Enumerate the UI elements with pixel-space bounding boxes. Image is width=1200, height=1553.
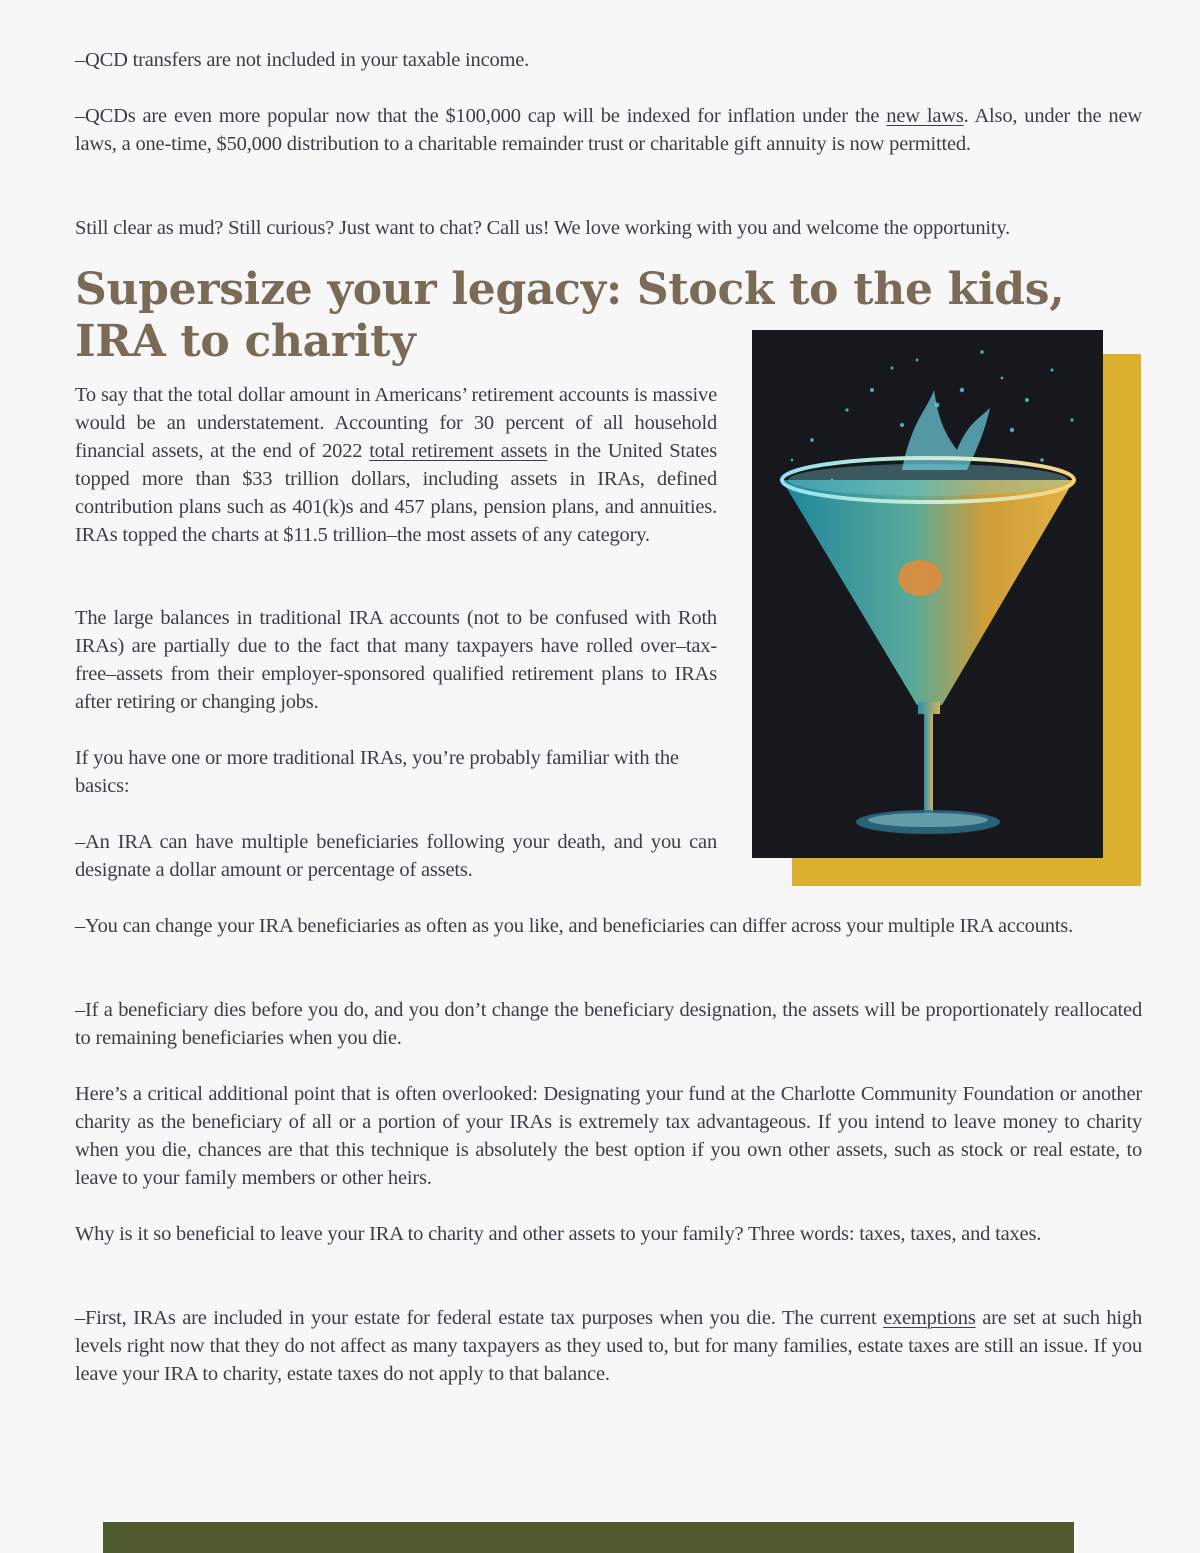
beneficiary-dies-paragraph: –If a beneficiary dies before you do, and you don’t change the beneficiary designation, the assets will be proportionately reallocated to remaining beneficiaries when you die.: [75, 999, 1142, 1049]
estate-tax-paragraph: [75, 1304, 1142, 1388]
retirement-assets-text-b: in the United States topped more than $33 trillion dollars, including assets in IRAs, defined contribution plans such as 401(k)s and 457 plans, pension plans, and annuities. IRAs topped the charts at $11.5 trillion–the most assets of any category.: [75, 440, 717, 546]
multiple-beneficiaries-paragraph: –An IRA can have multiple beneficiaries following your death, and you can designate a dollar amount or percentage of assets.: [75, 831, 717, 881]
article-figure: [752, 330, 1142, 886]
call-us-paragraph: Still clear as mud? Still curious? Just want to chat? Call us! We love working with you and welcome the opportunity.: [75, 217, 1011, 239]
qcd-inflation-text-a: –QCDs are even more popular now that the $100,000 cap will be indexed for inflation under the: [75, 105, 887, 127]
why-beneficial-paragraph: Why is it so beneficial to leave your IRA to charity and other assets to your family? Three words: taxes, taxes, and taxes.: [75, 1223, 1042, 1245]
retirement-assets-text-a: To say that the total dollar amount in Americans’ retirement accounts is massive would be an understatement. Accounting for 30 percent of all household financial assets, at the end of 2022: [75, 384, 717, 462]
article-title: Supersize your legacy: Stock to the kids, IRA to charity: [75, 264, 1065, 367]
footer-color-bar: [103, 1522, 1074, 1553]
martini-glass-icon: [752, 330, 1103, 858]
exemptions-link[interactable]: exemptions: [883, 1307, 976, 1329]
traditional-ira-balances-paragraph: The large balances in traditional IRA accounts (not to be confused with Roth IRAs) are partially due to the fact that many taxpayers have rolled over–tax-free–assets from their employer-sponsored qualified retirement plans to IRAs after retiring or changing jobs.: [75, 607, 717, 713]
change-beneficiaries-paragraph: –You can change your IRA beneficiaries as often as you like, and beneficiaries can differ across your multiple IRA accounts.: [75, 915, 1073, 937]
martini-splash-photo: [752, 330, 1103, 858]
critical-point-paragraph: Here’s a critical additional point that is often overlooked: Designating your fund at the Charlotte Community Foundation or another charity as the beneficiary of all or a portion of your IRAs is extremely tax advantageous. If you intend to leave money to charity when you die, chances are that this technique is absolutely the best option if you own other assets, such as stock or real estate, to leave to your family members or other heirs.: [75, 1083, 1142, 1189]
qcd-taxable-income-paragraph: –QCD transfers are not included in your taxable income.: [75, 49, 530, 71]
estate-tax-text-b: are set at such high levels right now that they do not affect as many taxpayers as they used to, but for many families, estate taxes are still an issue. If you leave your IRA to charity, estate taxes do not apply to that balance.: [75, 1307, 1142, 1385]
ira-basics-paragraph: If you have one or more traditional IRAs, you’re probably familiar with the basics:: [75, 747, 679, 797]
new-laws-link[interactable]: new laws: [886, 105, 964, 127]
qcd-inflation-paragraph: [75, 102, 1142, 158]
total-retirement-assets-link[interactable]: total retirement assets: [369, 440, 548, 462]
qcd-inflation-text-b: . Also, under the new laws, a one-time, $50,000 distribution to a charitable remainder trust or charitable gift annuity is now permitted.: [75, 105, 1142, 155]
retirement-assets-paragraph: [75, 381, 717, 549]
estate-tax-text-a: –First, IRAs are included in your estate for federal estate tax purposes when you die. The current: [75, 1307, 884, 1329]
